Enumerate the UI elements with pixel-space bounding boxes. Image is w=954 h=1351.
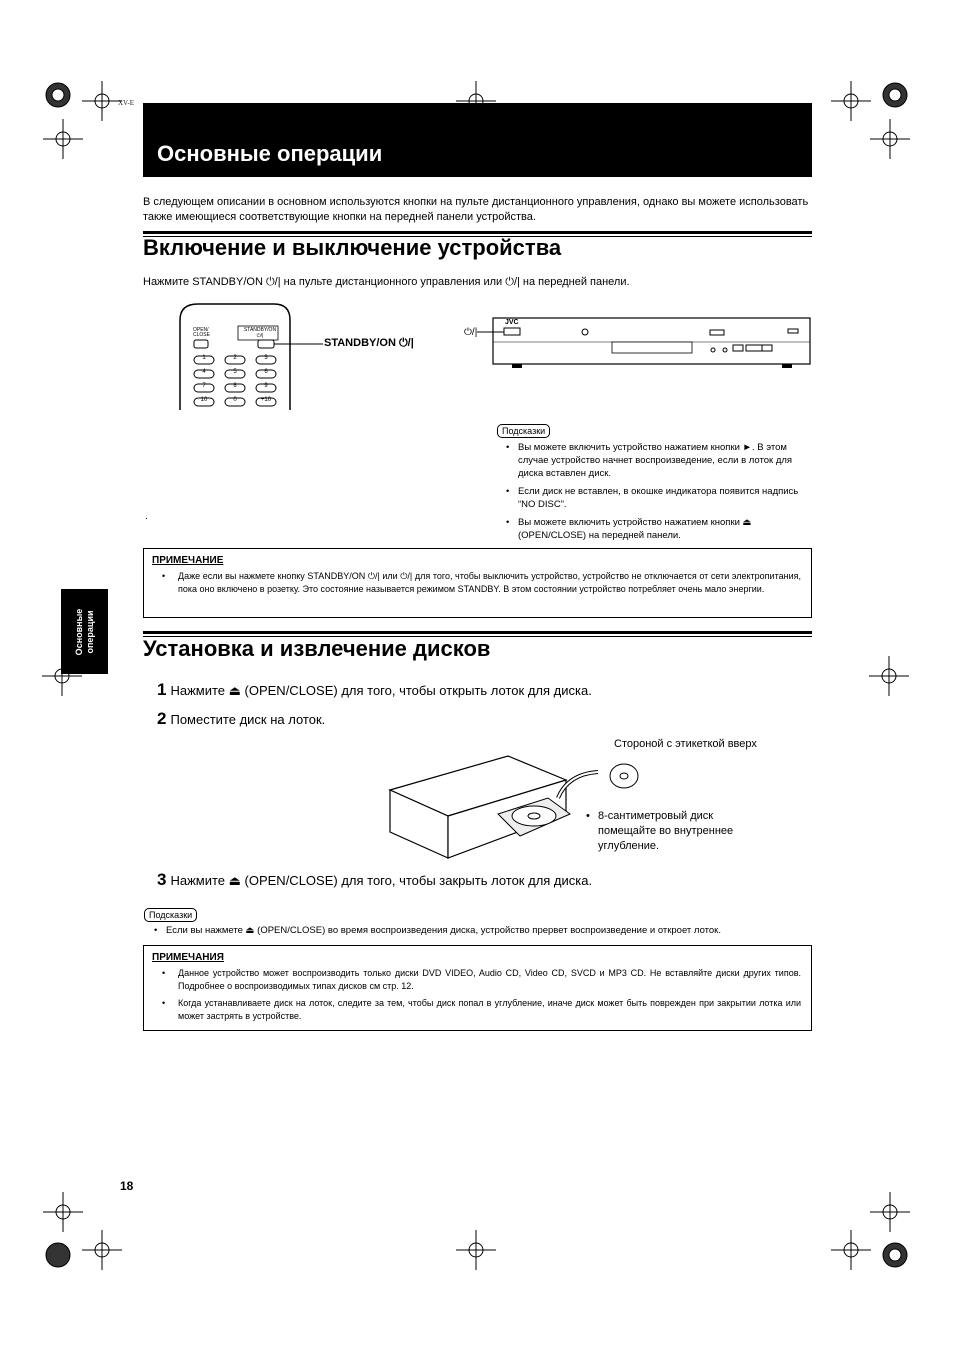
note-title: ПРИМЕЧАНИЕ <box>152 555 224 566</box>
note-box <box>143 548 812 618</box>
standby-callout: STANDBY/ON ⏻/| <box>324 337 414 349</box>
note-list <box>152 570 801 596</box>
hint-item: • Вы можете включить устройство нажатием кнопки ►. В этом случае устройство начнет воспроизведение, если в лоток для диска вставлен диск. <box>504 441 804 480</box>
disc-note-text: 8-сантиметровый диск помещайте во внутреннее углубление. <box>598 810 734 852</box>
hints-badge-label: Подсказки <box>144 908 197 922</box>
label-side-up: Стороной с этикеткой вверх <box>614 738 757 750</box>
remote-key: 3 <box>264 355 268 361</box>
player-brand: JVC <box>505 319 519 326</box>
power-callout: ⏻/| <box>464 327 478 338</box>
hints-badge-2 <box>144 905 197 923</box>
step-2 <box>157 709 325 729</box>
step-number: 2 <box>157 709 167 728</box>
hint-item: • Если диск не вставлен, в окошке индикатора появится надпись “NO DISC”. <box>504 485 804 511</box>
remote-key: 10 <box>200 397 208 403</box>
hint-2: • Если вы нажмете ⏏ (OPEN/CLOSE) во время воспроизведения диска, устройство прервет воспроизведение и откроет лоток. <box>154 925 721 936</box>
intro-paragraph: В следующем описании в основном используются кнопки на пульте дистанционного управления, однако вы можете использовать также имеющиеся соответствующие кнопки на передней панели устройства. <box>143 196 809 223</box>
remote-key: 0 <box>233 397 237 403</box>
remote-illustration <box>178 302 478 412</box>
step-1 <box>157 680 592 700</box>
remote-key: 2 <box>233 355 237 361</box>
step-text: Нажмите ⏏ (OPEN/CLOSE) для того, чтобы закрыть лоток для диска. <box>170 873 593 888</box>
title-banner <box>143 103 812 177</box>
hints-badge-label: Подсказки <box>497 424 550 438</box>
notes-list <box>152 967 801 1023</box>
header-line: XV-E <box>118 99 135 107</box>
section-rule <box>143 231 812 234</box>
step-text: Нажмите ⏏ (OPEN/CLOSE) для того, чтобы открыть лоток для диска. <box>170 683 592 698</box>
side-tab <box>61 589 108 674</box>
side-tab-label: Основные операции <box>73 608 95 655</box>
remote-key: 5 <box>233 369 237 375</box>
step-number: 1 <box>157 680 167 699</box>
player-front-panel <box>492 316 812 370</box>
disc-note: • 8-сантиметровый диск помещайте во внутреннее углубление. <box>586 810 734 852</box>
note-item: • Даже если вы нажмете кнопку STANDBY/ON ⏻/| или ⏻/| для того, чтобы выключить устройство, устройство не отключается от сети электропитания, пока оно включено в розетку. Это состояние называется режимом STANDBY. В этом состоянии устройство потребляет очень мало энергии. <box>152 570 801 596</box>
page-title: Основные операции <box>157 141 383 166</box>
remote-key: 6 <box>264 369 268 375</box>
hints-list <box>504 441 804 547</box>
hint-item: • Вы можете включить устройство нажатием кнопки ⏏ (OPEN/CLOSE) на передней панели. <box>504 516 804 542</box>
remote-key: 4 <box>202 369 206 375</box>
remote-key: 1 <box>202 355 206 361</box>
remote-key: 8 <box>233 383 237 389</box>
remote-key: 9 <box>264 383 268 389</box>
remote-key: 7 <box>202 383 206 389</box>
section-heading-power: Включение и выключение устройства <box>143 235 562 260</box>
section-heading-disc: Установка и извлечение дисков <box>143 636 491 661</box>
hints-badge <box>497 421 550 439</box>
page-number: 18 <box>120 1179 134 1193</box>
notes-box <box>143 945 812 1031</box>
power-instruction: Нажмите STANDBY/ON ⏻/| на пульте дистанционного управления или ⏻/| на передней панели. <box>143 276 630 288</box>
hint-2-text: Если вы нажмете ⏏ (OPEN/CLOSE) во время воспроизведения диска, устройство прервет воспроизведение и откроет лоток. <box>166 925 721 936</box>
step-3 <box>157 870 592 890</box>
step-number: 3 <box>157 870 167 889</box>
remote-open-close-label: OPEN/ CLOSE <box>193 327 210 338</box>
note-item: • Когда устанавливаете диск на лоток, следите за тем, чтобы диск попал в углубление, иначе диск может быть поврежден при закрытии лотка или может застрять в устройстве. <box>152 997 801 1023</box>
stray-dot: . <box>145 511 148 522</box>
remote-key: +10 <box>260 397 272 403</box>
step-text: Поместите диск на лоток. <box>170 712 326 727</box>
note-item: • Данное устройство может воспроизводить только диски DVD VIDEO, Audio CD, Video CD, SVCD и MP3 CD. Не вставляйте диски других типов. Подробнее о воспроизводимых типах дисков см стр. 12. <box>152 967 801 993</box>
section-rule <box>143 631 812 634</box>
notes-title: ПРИМЕЧАНИЯ <box>152 952 224 963</box>
remote-standby-label: STANDBY/ON ⏻/| <box>243 327 277 339</box>
